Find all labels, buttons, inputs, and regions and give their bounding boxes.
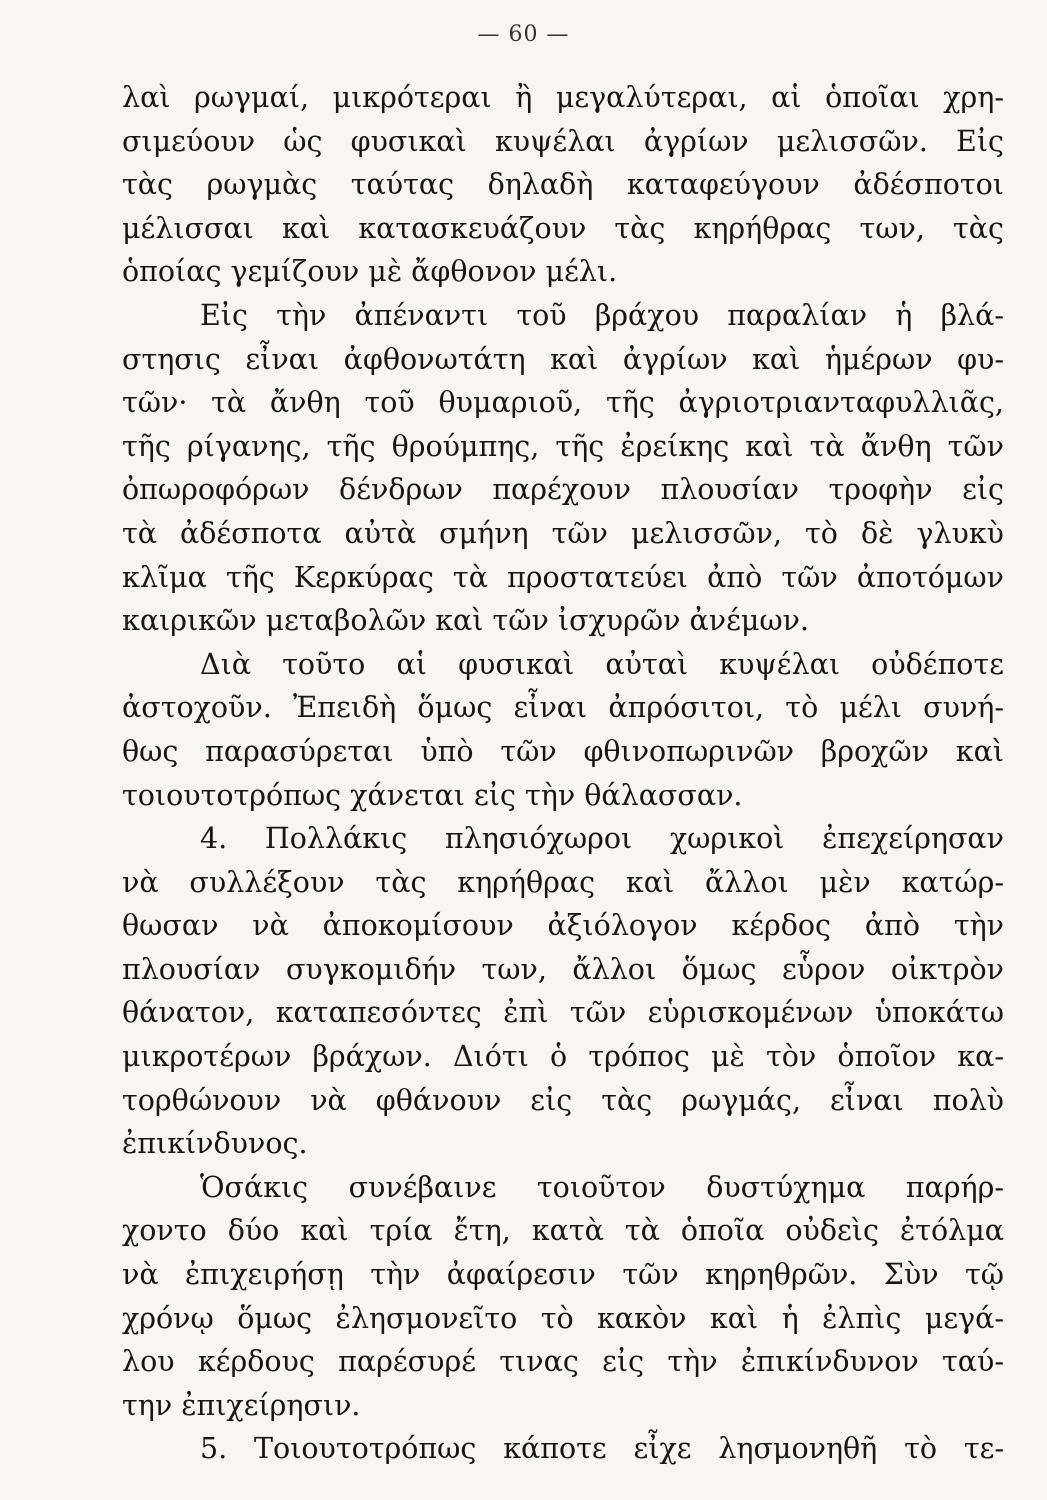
text-line: τὰ ἀδέσποτα αὐτὰ σμήνη τῶν μελισσῶν, τὸ δὲ γλυκὺ — [122, 516, 1004, 550]
text-line: χρόνῳ ὅμως ἐλησμονεῖτο τὸ κακὸν καὶ ἡ ἐλπὶς μεγά- — [122, 1301, 1004, 1335]
text-line: 4. Πολλάκις πλησιόχωροι χωρικοὶ ἐπεχείρησαν — [200, 822, 1004, 856]
text-line: 5. Τοιουτοτρόπως κάποτε εἶχε λησμονηθῆ τὸ τε- — [200, 1432, 1004, 1466]
text-line: θάνατον, καταπεσόντες ἐπὶ τῶν εὑρισκομένων ὑποκάτω — [122, 996, 1004, 1030]
text-line: μικροτέρων βράχων. Διότι ὁ τρόπος μὲ τὸν ὁποῖον κα- — [122, 1040, 1004, 1074]
text-line: τὰς ρωγμὰς ταύτας δηλαδὴ καταφεύγουν ἀδέσποτοι — [122, 168, 1004, 202]
text-line: χοντο δύο καὶ τρία ἔτη, κατὰ τὰ ὁποῖα οὐδεὶς ἐτόλμα — [122, 1214, 1004, 1248]
body-text — [122, 76, 1004, 1471]
page-number: — 60 — — [477, 22, 570, 47]
text-line: τοιουτοτρόπως χάνεται εἰς τὴν θάλασσαν. — [122, 778, 743, 812]
text-line: τῶν· τὰ ἄνθη τοῦ θυμαριοῦ, τῆς ἀγριοτριανταφυλλιᾶς, — [122, 386, 1004, 420]
text-line: Εἰς τὴν ἀπέναντι τοῦ βράχου παραλίαν ἡ βλά- — [200, 298, 1004, 332]
text-line: στησις εἶναι ἀφθονωτάτη καὶ ἀγρίων καὶ ἡμέρων φυ- — [122, 342, 1004, 376]
text-line: καιρικῶν μεταβολῶν καὶ τῶν ἰσχυρῶν ἀνέμων. — [122, 604, 809, 638]
text-line: ἀστοχοῦν. Ἐπειδὴ ὅμως εἶναι ἀπρόσιτοι, τὸ μέλι συνή- — [122, 691, 1004, 725]
text-line: την ἐπιχείρησιν. — [122, 1388, 361, 1422]
text-line: Ὁσάκις συνέβαινε τοιοῦτον δυστύχημα παρήρ- — [200, 1170, 1004, 1204]
text-line: ὀπωροφόρων δένδρων παρέχουν πλουσίαν τροφὴν εἰς — [122, 473, 1004, 507]
text-line: ἐπικίνδυνος. — [122, 1127, 308, 1161]
text-line: λου κέρδους παρέσυρέ τινας εἰς τὴν ἐπικίνδυνον ταύ- — [122, 1345, 1004, 1379]
text-line: τῆς ρίγανης, τῆς θρούμπης, τῆς ἐρείκης καὶ τὰ ἄνθη τῶν — [122, 429, 1004, 463]
text-line: μέλισσαι καὶ κατασκευάζουν τὰς κηρήθρας των, τὰς — [122, 211, 1004, 245]
text-line: νὰ ἐπιχειρήσῃ τὴν ἀφαίρεσιν τῶν κηρηθρῶν. Σὺν τῷ — [122, 1258, 1004, 1292]
text-line: Διὰ τοῦτο αἱ φυσικαὶ αὐταὶ κυψέλαι οὐδέποτε — [200, 647, 1004, 681]
text-line: θως παρασύρεται ὑπὸ τῶν φθινοπωρινῶν βροχῶν καὶ — [122, 734, 1004, 768]
text-line: πλουσίαν συγκομιδήν των, ἄλλοι ὅμως εὗρον οἰκτρὸν — [122, 952, 1004, 986]
text-line: νὰ συλλέξουν τὰς κηρήθρας καὶ ἄλλοι μὲν κατώρ- — [122, 865, 1004, 899]
text-line: ὁποίας γεμίζουν μὲ ἄφθονον μέλι. — [122, 255, 618, 289]
text-line: σιμεύουν ὡς φυσικαὶ κυψέλαι ἀγρίων μελισσῶν. Εἰς — [122, 124, 1004, 158]
text-line: θωσαν νὰ ἀποκομίσουν ἀξιόλογον κέρδος ἀπὸ τὴν — [122, 909, 1004, 943]
text-line: κλῖμα τῆς Κερκύρας τὰ προστατεύει ἀπὸ τῶν ἀποτόμων — [122, 560, 1004, 594]
text-line: τορθώνουν νὰ φθάνουν εἰς τὰς ρωγμάς, εἶναι πολὺ — [122, 1083, 1004, 1117]
text-line: λαὶ ρωγμαί, μικρότεραι ἢ μεγαλύτεραι, αἱ ὁποῖαι χρη- — [122, 81, 1004, 114]
